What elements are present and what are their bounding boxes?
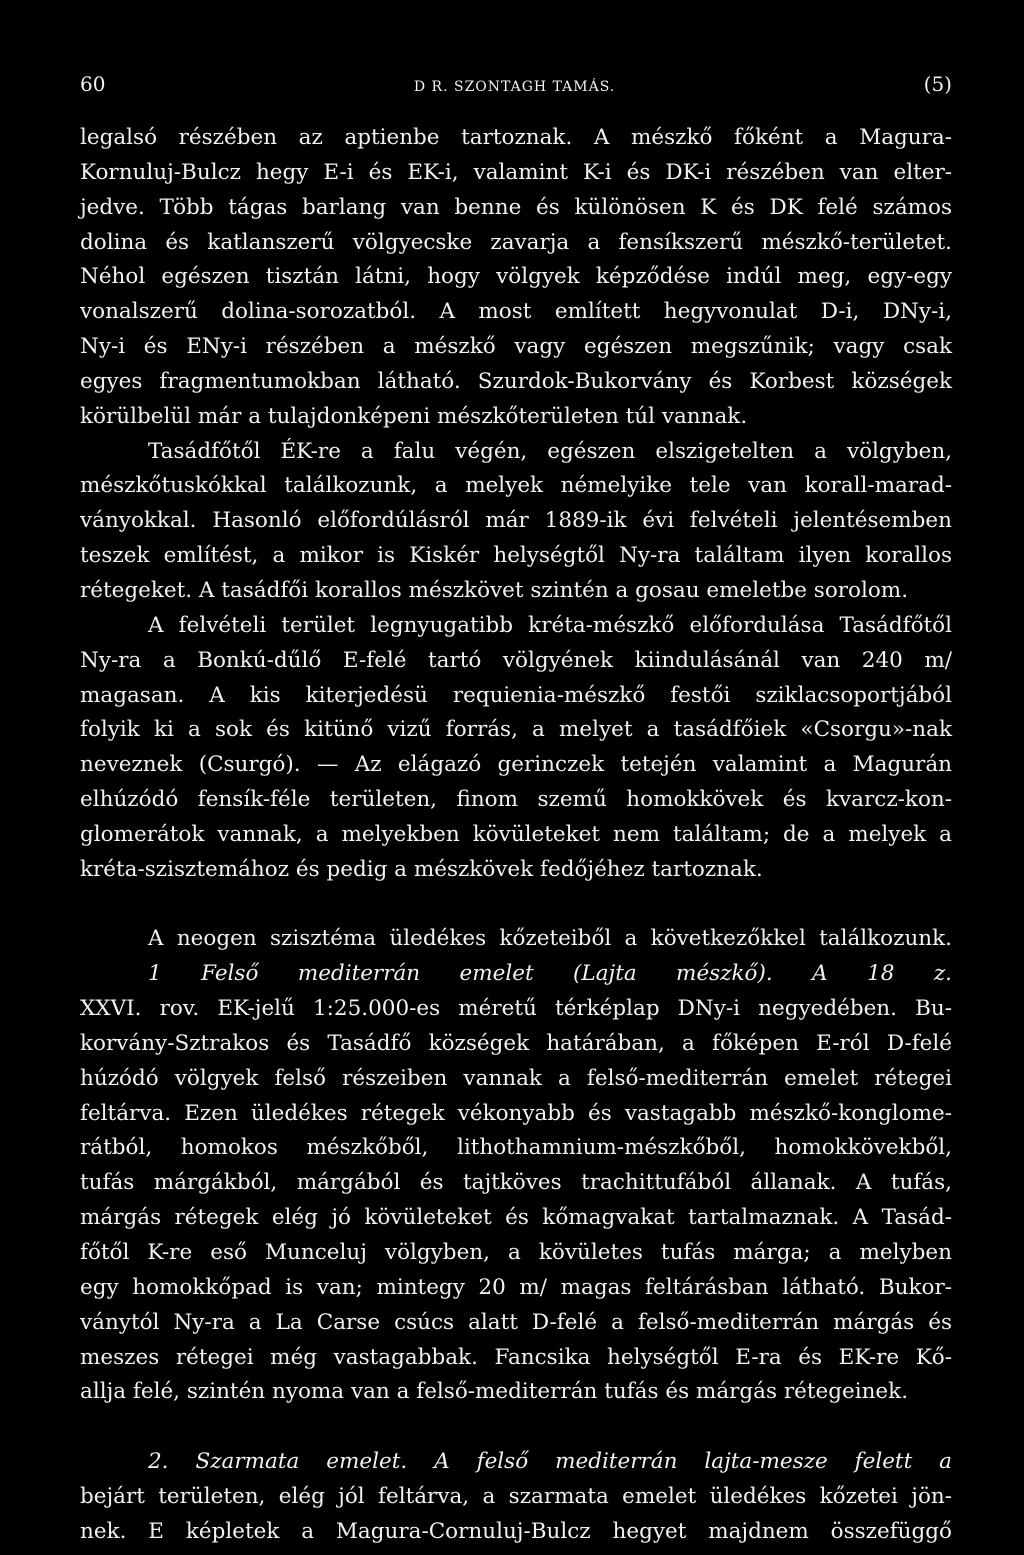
- text-line: meszes rétegei még vastagabbak. Fancsika helységtől E-ra és EK-re Kő-: [80, 1344, 952, 1370]
- text-line: mészkőtuskókkal találkozunk, a melyek némelyike tele van korall-marad-: [80, 473, 952, 499]
- text-line: neveznek (Csurgó). — Az elágazó gerinczek tetején valamint a Magurán: [80, 752, 952, 778]
- section-mark: (5): [923, 72, 952, 96]
- paragraph-gap: [80, 888, 952, 923]
- section-heading-line: 1 Felső mediterrán emelet (Lajta mészkő). A 18 z.: [148, 961, 952, 987]
- text-line: Néhol egészen tisztán látni, hogy völgyek képződése indúl meg, egy-egy: [80, 264, 952, 290]
- text-line: elhúzódó fensík-féle területen, finom szemű homokkövek és kvarcz-kon-: [80, 787, 952, 813]
- paragraph-first-line: A felvételi terület legnyugatibb kréta-mészkő előfordulása Tasádfőtől: [148, 612, 952, 638]
- text-line: korvány-Sztrakos és Tasádfő községek határában, a főképen E-ról D-felé: [80, 1030, 952, 1056]
- text-line: nek. E képletek a Magura-Cornuluj-Bulcz hegyet majdnem összefüggő: [80, 1518, 952, 1544]
- text-line: főtől K-re eső Munceluj völgyben, a kövületes tufás márga; a melyben: [80, 1240, 952, 1265]
- text-line: Ny-ra a Bonkú-dűlő E-felé tartó völgyének kiindulásánál van 240 m/: [80, 647, 952, 673]
- running-title: D R. SZONTAGH TAMÁS.: [413, 79, 616, 95]
- text-line: folyik ki a sok és kitünő vizű forrás, a melyet a tasádfőiek «Csorgu»-nak: [80, 717, 952, 743]
- text-line: glomerátok vannak, a melyekben kövületeket nem találtam; de a melyek a: [80, 821, 952, 847]
- text-line: magasan. A kis kiterjedésü requienia-mészkő festői sziklacsoportjából: [80, 682, 952, 708]
- text-line: Kornuluj-Bulcz hegy E-i és EK-i, valamint K-i és DK-i részében van elter-: [80, 159, 952, 185]
- text-line: rátból, homokos mészkőből, lithothamnium-mészkőből, homokkövekből,: [80, 1135, 952, 1161]
- text-line: egy homokkőpad is van; mintegy 20 m/ magas feltárásban látható. Bukor-: [80, 1274, 952, 1300]
- text-line: egyes fragmentumokban látható. Szurdok-Bukorvány és Korbest községek: [80, 368, 952, 394]
- paragraph-gap: [80, 1410, 952, 1445]
- text-line: tufás márgákból, márgából és tajtköves trachittufából állanak. A tufás,: [80, 1170, 952, 1196]
- text-line: XXVI. rov. EK-jelű 1:25.000-es méretű térképlap DNy-i negyedében. Bu-: [80, 996, 952, 1022]
- page-number: 60: [80, 72, 106, 96]
- text-line: rétegeket. A tasádfői korallos mészkövet szintén a gosau emeletbe sorolom.: [80, 577, 909, 603]
- paragraph-first-line: A neogen szisztéma üledékes kőzeteiből a következőkkel találkozunk.: [148, 926, 952, 952]
- text-line: vonalszerű dolina-sorozatból. A most említett hegyvonulat D-i, DNy-i,: [80, 299, 952, 325]
- text-line: ványtól Ny-ra a La Carse csúcs alatt D-felé a felső-mediterrán márgás és: [80, 1309, 952, 1335]
- section-heading-line: 2. Szarmata emelet. A felső mediterrán lajta-mesze felett a: [148, 1449, 952, 1475]
- text-line: húzódó völgyek felső részeiben vannak a felső-mediterrán emelet rétegei: [80, 1065, 952, 1091]
- text-line: teszek említést, a mikor is Kiskér helységtől Ny-ra találtam ilyen korallos: [80, 543, 952, 569]
- text-line: jedve. Több tágas barlang van benne és különösen K és DK felé számos: [80, 194, 952, 220]
- body-text: [80, 121, 952, 1550]
- text-line: kréta-szisztemához és pedig a mészkövek fedőjéhez tartoznak.: [80, 856, 763, 882]
- paragraph-first-line: Tasádfőtől ÉK-re a falu végén, egészen elszigetelten a völgyben,: [148, 438, 952, 464]
- text-line: márgás rétegek elég jó kövületeket és kőmagvakat tartalmaznak. A Tasád-: [80, 1205, 952, 1231]
- text-line: legalsó részében az aptienbe tartoznak. A mészkő főként a Magura-: [80, 125, 952, 150]
- text-line: allja felé, szintén nyoma van a felső-mediterrán tufás és márgás rétegeinek.: [80, 1379, 909, 1405]
- text-line: dolina és katlanszerű völgyecske zavarja a fensíkszerű mészkő-területet.: [80, 229, 952, 255]
- text-line: Ny-i és ENy-i részében a mészkő vagy egészen megszűnik; vagy csak: [80, 334, 952, 360]
- text-line: bejárt területen, elég jól feltárva, a szarmata emelet üledékes kőzetei jön-: [80, 1483, 952, 1509]
- text-line: feltárva. Ezen üledékes rétegek vékonyabb és vastagabb mészkő-konglome-: [80, 1100, 952, 1126]
- page-header: [80, 72, 952, 96]
- text-line: körülbelül már a tulajdonképeni mészkőterületen túl vannak.: [80, 403, 748, 429]
- text-line: ványokkal. Hasonló előfordúlásról már 1889-ik évi felvételi jelentésemben: [80, 508, 952, 534]
